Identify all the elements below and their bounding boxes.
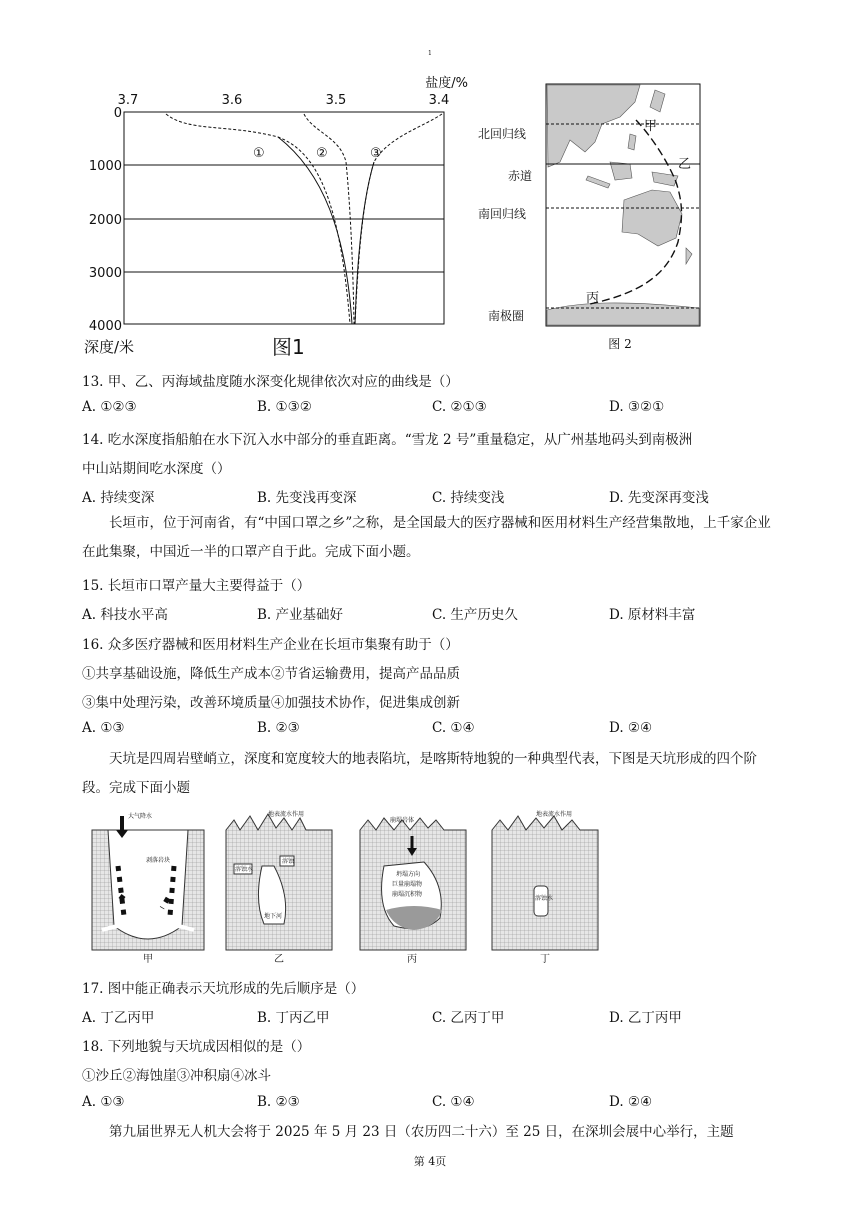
option-b[interactable]: B. 产业基础好: [257, 607, 344, 623]
option-b[interactable]: B. ②③: [257, 720, 300, 736]
fig1-curve-3-solid: [355, 162, 374, 324]
question-17-options: [82, 1006, 782, 1026]
option-d[interactable]: D. 先变深再变浅: [609, 490, 709, 506]
option-d[interactable]: D. 乙丁丙甲: [609, 1010, 682, 1026]
label-surface-water: 地表流水作用: [536, 811, 573, 818]
panel-label: 丁: [540, 954, 550, 965]
option-d[interactable]: D. 原材料丰富: [609, 607, 696, 623]
label-collapse-mass: 巨量崩塌物: [392, 881, 423, 888]
question-14-options: [82, 486, 782, 506]
option-c[interactable]: C. ②①③: [432, 399, 487, 415]
option-c[interactable]: C. 乙丙丁甲: [432, 1010, 505, 1026]
figure-3-tiankeng-stages: [84, 806, 614, 966]
passage-changyuan: 长垣市，位于河南省，有“中国口罩之乡”之称，是全国最大的医疗器械和医用材料生产经营集散地，上千家企业在此集聚，中国近一半的口罩产自于此。完成下面小题。: [82, 515, 771, 560]
option-a[interactable]: A. 持续变深: [82, 490, 155, 506]
panel-label: 丙: [407, 954, 417, 965]
option-a[interactable]: A. ①③: [82, 720, 125, 736]
option-b[interactable]: B. ②③: [257, 1094, 300, 1110]
fig1-title: 图1: [272, 335, 305, 359]
stage-yi-panel: [226, 810, 332, 965]
stage-jia-panel: [92, 812, 204, 965]
option-d[interactable]: D. ②④: [609, 720, 653, 736]
passage-tiankeng: 天坑是四周岩壁峭立，深度和宽度较大的地表陷坑，是喀斯特地貌的一种典型代表，下图是天坑形成的四个阶段。完成下面小题: [82, 751, 757, 796]
fig1-y-tick: 1000: [88, 159, 122, 174]
question-17-stem: 17. 图中能正确表示天坑形成的先后顺序是（）: [82, 981, 365, 997]
option-d[interactable]: D. ②④: [609, 1094, 653, 1110]
fig1-x-tick: 3.7: [117, 93, 139, 108]
fig2-line-label: 南极圈: [488, 309, 525, 323]
option-b[interactable]: B. 丁丙乙甲: [257, 1010, 330, 1026]
label-seep-water: 溶蚀水: [235, 866, 254, 873]
question-13-stem: 13. 甲、乙、丙海域盐度随水深变化规律依次对应的曲线是（）: [82, 374, 459, 390]
figure-2-map: [470, 82, 710, 362]
label-dissolve: 溶蚀: [282, 858, 295, 865]
question-16-statements-1: ①共享基础设施，降低生产成本②节省运输费用，提高产品品质: [82, 666, 460, 682]
option-b[interactable]: B. ①③②: [257, 399, 312, 415]
fig2-place-label: 乙: [678, 157, 692, 172]
question-18-statements: ①沙丘②海蚀崖③冲积扇④冰斗: [82, 1068, 271, 1084]
passage-drone: 第九届世界无人机大会将于 2025 年 5 月 23 日（农历四二十六）至 25 日，在深圳会展中心举行，主题: [109, 1124, 734, 1140]
label-rain: 大气降水: [128, 813, 153, 820]
fig1-y-axis-label: 深度/米: [84, 338, 135, 356]
fig2-line-label: 赤道: [508, 169, 533, 183]
fig1-x-tick: 3.4: [428, 93, 450, 108]
fig1-x-tick: 3.5: [325, 93, 347, 108]
option-a[interactable]: A. ①②③: [82, 399, 137, 415]
label-collapse-direction: 坍塌方向: [396, 871, 421, 878]
page-footer: 第 4页: [413, 1155, 447, 1168]
option-c[interactable]: C. 持续变浅: [432, 490, 505, 506]
option-c[interactable]: C. ①④: [432, 720, 475, 736]
figure-1-salinity-chart: [78, 62, 478, 362]
rock-block: [492, 816, 598, 950]
question-14-stem: 14. 吃水深度指船舶在水下沉入水中部分的垂直距离。“雪龙 2 号”重量稳定，从广州基地码头到南极洲: [82, 432, 693, 448]
label-fallen-rock: 剥落岩块: [146, 857, 171, 864]
stage-ding-panel: [492, 810, 598, 965]
fig2-title: 图 2: [608, 337, 632, 351]
option-c[interactable]: C. 生产历史久: [432, 607, 518, 623]
question-18-stem: 18. 下列地貌与天坑成因相似的是（）: [82, 1039, 311, 1055]
fig1-y-tick: 3000: [88, 266, 122, 281]
fig1-x-axis-label: 盐度/%: [425, 76, 468, 91]
option-b[interactable]: B. 先变浅再变深: [257, 490, 357, 506]
fig2-line-label: 北回归线: [478, 127, 527, 141]
label-collapse-sediment: 崩塌沉积物: [392, 891, 423, 898]
antarctica-landmass: [547, 303, 699, 325]
option-a[interactable]: A. ①③: [82, 1094, 125, 1110]
label-underground-river: 地下河: [264, 913, 283, 920]
panel-label: 乙: [274, 954, 284, 965]
question-16-statements-2: ③集中处理污染，改善环境质量④加强技术协作，促进集成创新: [82, 695, 460, 711]
option-d[interactable]: D. ③②①: [609, 399, 665, 415]
fig2-place-label: 甲: [644, 119, 658, 134]
label-collapsed-rock: 崩塌岩体: [390, 817, 415, 824]
question-16-stem: 16. 众多医疗器械和医用材料生产企业在长垣市集聚有助于（）: [82, 637, 459, 653]
option-c[interactable]: C. ①④: [432, 1094, 475, 1110]
page-mark: 1: [428, 50, 432, 57]
fig1-plot-frame: [124, 112, 444, 324]
fig1-curve-label: ③: [370, 146, 382, 161]
fig1-y-tick: 4000: [88, 319, 122, 334]
fig1-curve-label: ①: [253, 146, 265, 161]
panel-label: 甲: [143, 954, 153, 965]
question-13-options: [82, 399, 782, 419]
fig2-line-label: 南回归线: [478, 207, 527, 221]
label-seep-water: 溶蚀水: [535, 895, 554, 902]
label-surface-water: 地表流水作用: [268, 811, 305, 818]
stage-bing-panel: [360, 816, 466, 965]
question-16-options: [82, 720, 782, 740]
question-15-stem: 15. 长垣市口罩产量大主要得益于（）: [82, 578, 311, 594]
question-18-options: [82, 1094, 782, 1114]
question-15-options: [82, 603, 782, 623]
fig1-y-tick: 0: [113, 106, 122, 121]
fig1-y-tick: 2000: [88, 213, 122, 228]
fig1-curve-label: ②: [316, 146, 328, 161]
question-14-stem-continued: 中山站期间吃水深度（）: [82, 461, 231, 477]
fig2-place-label: 丙: [586, 291, 600, 306]
option-a[interactable]: A. 丁乙丙甲: [82, 1010, 155, 1026]
option-a[interactable]: A. 科技水平高: [82, 607, 168, 623]
fig1-x-tick: 3.6: [221, 93, 243, 108]
